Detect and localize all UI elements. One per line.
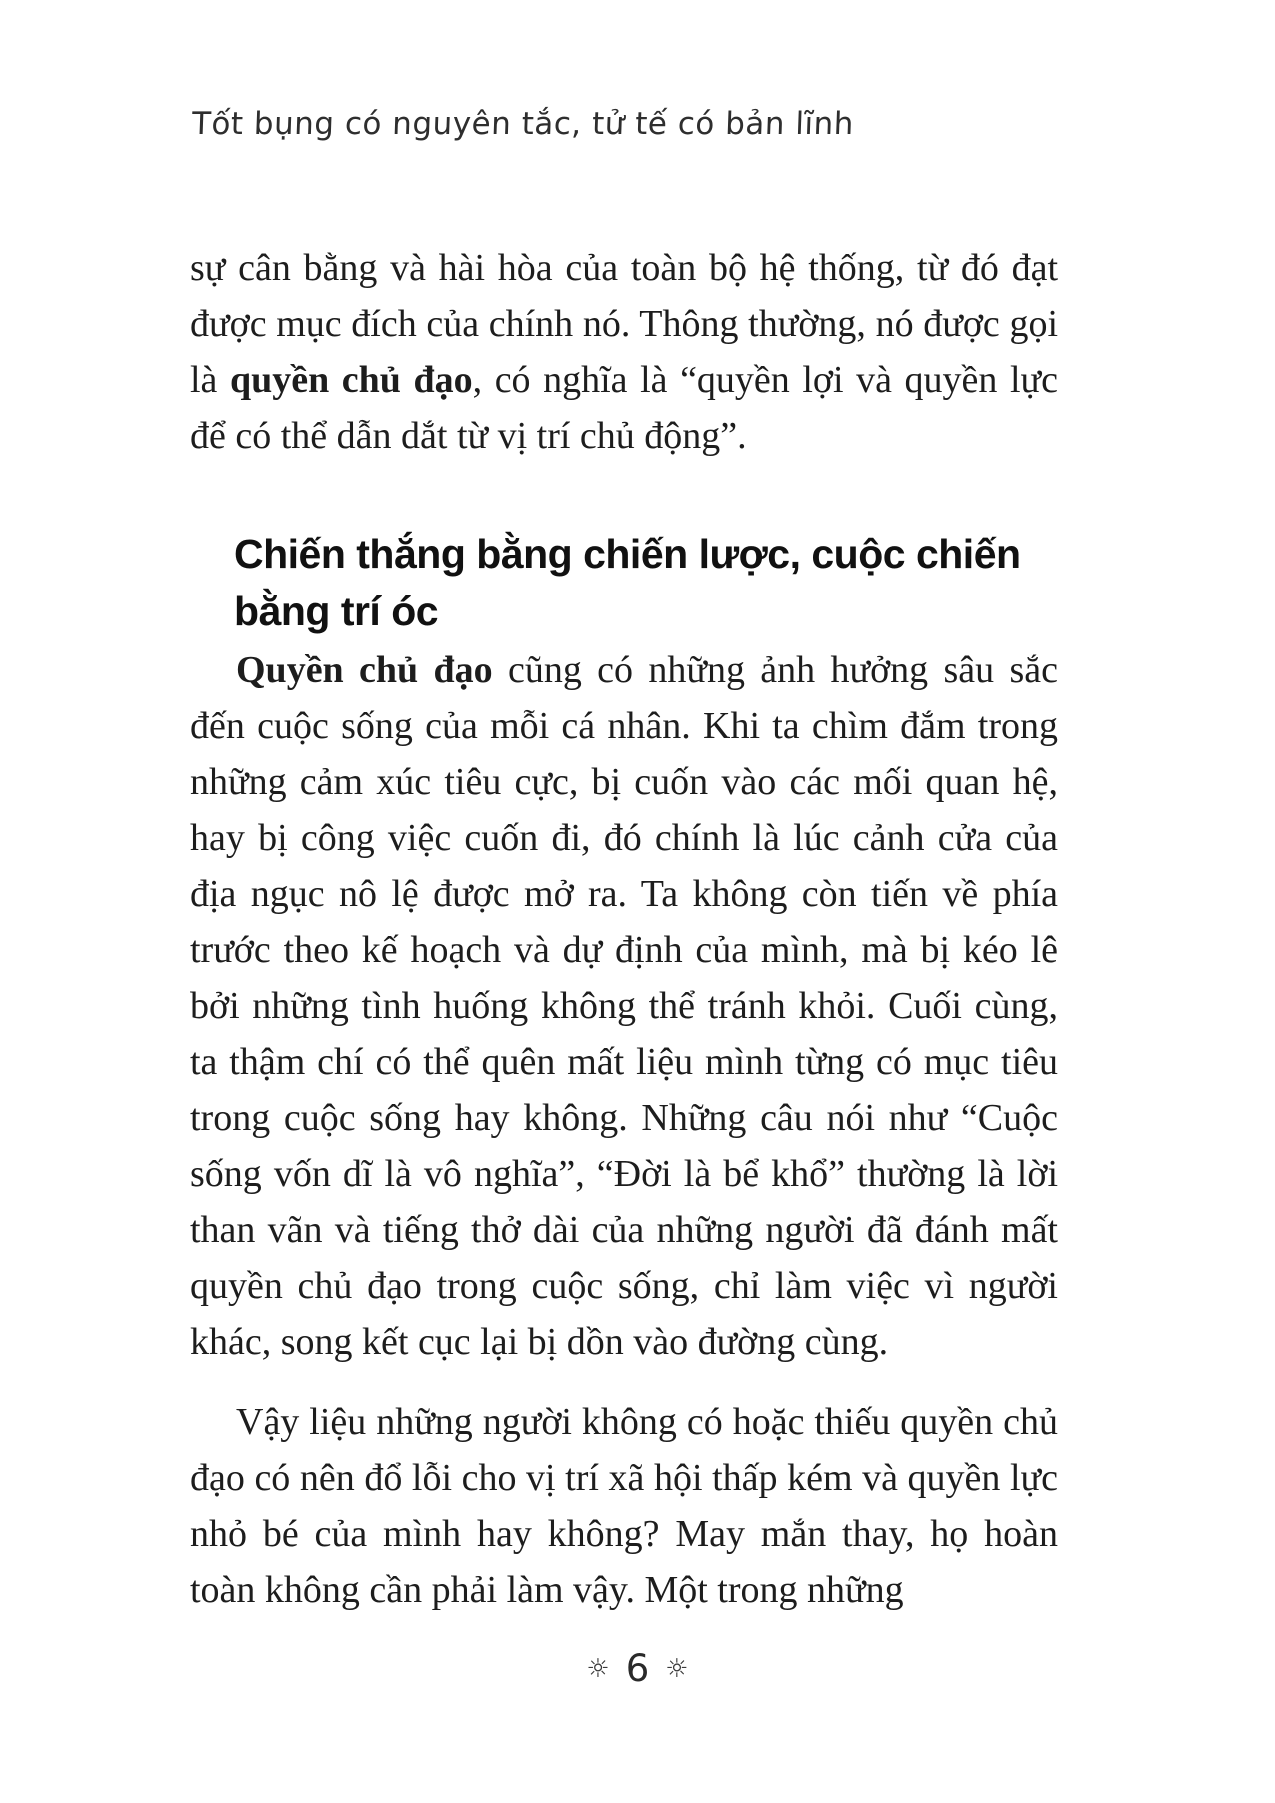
running-header: Tốt bụng có nguyên tắc, tử tế có bản lĩnh bbox=[191, 106, 855, 142]
closing-paragraph: Vậy liệu những người không có hoặc thiếu quyền chủ đạo có nên đổ lỗi cho vị trí xã hội thấp kém và quyền lực nhỏ bé của mình hay không? May mắn thay, họ hoàn toàn không cần phải làm vậy. Một trong những bbox=[190, 1401, 1058, 1611]
page-number: 6 bbox=[625, 1647, 650, 1690]
intro-paragraph bbox=[190, 240, 1058, 464]
body-bold-lead: Quyền chủ đạo bbox=[236, 649, 493, 691]
page-footer bbox=[0, 1647, 1275, 1690]
section-heading-line-1: Chiến thắng bằng chiến lược, cuộc chiến bbox=[234, 531, 1021, 578]
intro-bold-term: quyền chủ đạo bbox=[229, 359, 473, 401]
intro-text-after-bold: , có nghĩa là “quyền lợi và quyền lực để có thể dẫn dắt từ vị trí chủ động”. bbox=[190, 359, 1058, 457]
body-paragraph bbox=[190, 642, 1058, 1370]
section-heading-line-2: bằng trí óc bbox=[234, 588, 439, 635]
sun-ornament-icon: ☼ bbox=[665, 1653, 689, 1684]
body-text: cũng có những ảnh hưởng sâu sắc đến cuộc sống của mỗi cá nhân. Khi ta chìm đắm trong những cảm xúc tiêu cực, bị cuốn vào các mối quan hệ, hay bị công việc cuốn đi, đó chính là lúc cảnh cửa của địa ngục nô lệ được mở ra. Ta không còn tiến về phía trước theo kế hoạch và dự định của mình, mà bị kéo lê bởi những tình huống không thể tránh khỏi. Cuối cùng, ta thậm chí có thể quên mất liệu mình từng có mục tiêu trong cuộc sống hay không. Những câu nói như “Cuộc sống vốn dĩ là vô nghĩa”, “Đời là bể khổ” thường là lời than vãn và tiếng thở dài của những người đã đánh mất quyền chủ đạo trong cuộc sống, chỉ làm việc vì người khác, song kết cục lại bị dồn vào đường cùng. bbox=[190, 649, 1058, 1363]
section-heading bbox=[234, 526, 1074, 640]
sun-ornament-icon: ☼ bbox=[586, 1653, 610, 1684]
intro-text-before-bold: sự cân bằng và hài hòa của toàn bộ hệ thống, từ đó đạt được mục đích của chính nó. Thông thường, nó được gọi là bbox=[190, 247, 1058, 401]
